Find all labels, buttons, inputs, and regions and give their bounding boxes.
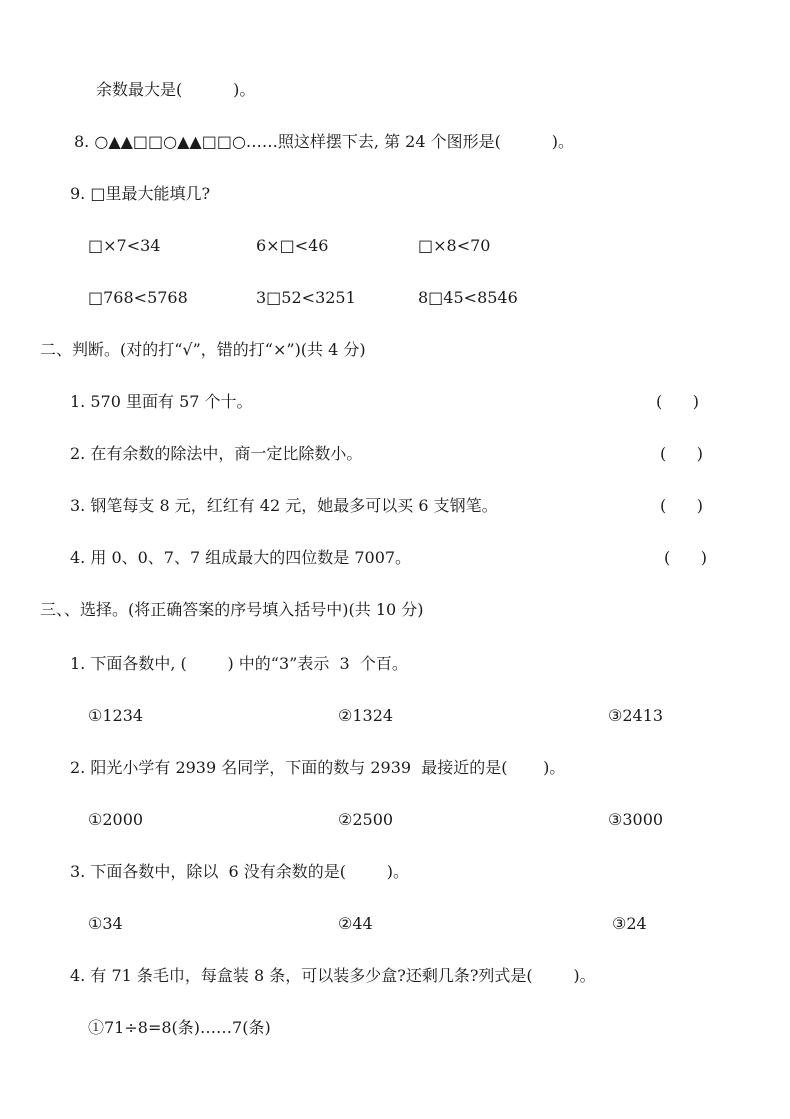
question-9: 9. □里最大能填几? <box>70 184 211 203</box>
q9-item-c: □×8<70 <box>418 236 491 255</box>
choice-3: 3. 下面各数中，除以 6 没有余数的是( )。 <box>70 862 409 881</box>
question-7-continuation: 余数最大是( )。 <box>96 80 256 99</box>
judge-1-answer-paren: ( ) <box>656 392 699 411</box>
choice-3-option-2: ②44 <box>338 914 373 933</box>
judge-2: 2. 在有余数的除法中，商一定比除数小。 <box>70 444 363 463</box>
q9-item-f: 8□45<8546 <box>418 288 518 307</box>
q9-item-a: □×7<34 <box>88 236 161 255</box>
judge-3-answer-paren: ( ) <box>660 496 703 515</box>
choice-2: 2. 阳光小学有 2939 名同学，下面的数与 2939 最接近的是( )。 <box>70 758 566 777</box>
q9-item-e: 3□52<3251 <box>256 288 356 307</box>
judge-2-answer-paren: ( ) <box>660 444 703 463</box>
judge-1: 1. 570 里面有 57 个十。 <box>70 392 253 411</box>
choice-1-option-3: ③2413 <box>608 706 664 725</box>
section-2-title: 二、判断。(对的打“√”，错的打“×”)(共 4 分) <box>40 340 366 359</box>
q9-item-b: 6×□<46 <box>256 236 329 255</box>
choice-1-option-1: ①1234 <box>88 706 144 725</box>
choice-1-option-2: ②1324 <box>338 706 394 725</box>
question-8: 8. ○▲▲□□○▲▲□□○……照这样摆下去, 第 24 个图形是( )。 <box>74 132 574 151</box>
choice-3-option-3: ③24 <box>612 914 647 933</box>
judge-3: 3. 钢笔每支 8 元，红红有 42 元，她最多可以买 6 支钢笔。 <box>70 496 498 515</box>
judge-4-answer-paren: ( ) <box>664 548 707 567</box>
choice-3-option-1: ①34 <box>88 914 123 933</box>
choice-2-option-2: ②2500 <box>338 810 394 829</box>
q9-item-d: □768<5768 <box>88 288 188 307</box>
choice-4-option-1: ①71÷8=8(条)……7(条) <box>88 1018 271 1037</box>
choice-2-option-1: ①2000 <box>88 810 144 829</box>
judge-4: 4. 用 0、0、7、7 组成最大的四位数是 7007。 <box>70 548 412 567</box>
choice-2-option-3: ③3000 <box>608 810 664 829</box>
choice-1: 1. 下面各数中, ( ) 中的“3”表示 3 个百。 <box>70 654 408 673</box>
section-3-title: 三、、选择。(将正确答案的序号填入括号中)(共 10 分) <box>40 600 424 619</box>
choice-4: 4. 有 71 条毛巾，每盒装 8 条，可以装多少盒?还剩几条?列式是( )。 <box>70 966 596 985</box>
